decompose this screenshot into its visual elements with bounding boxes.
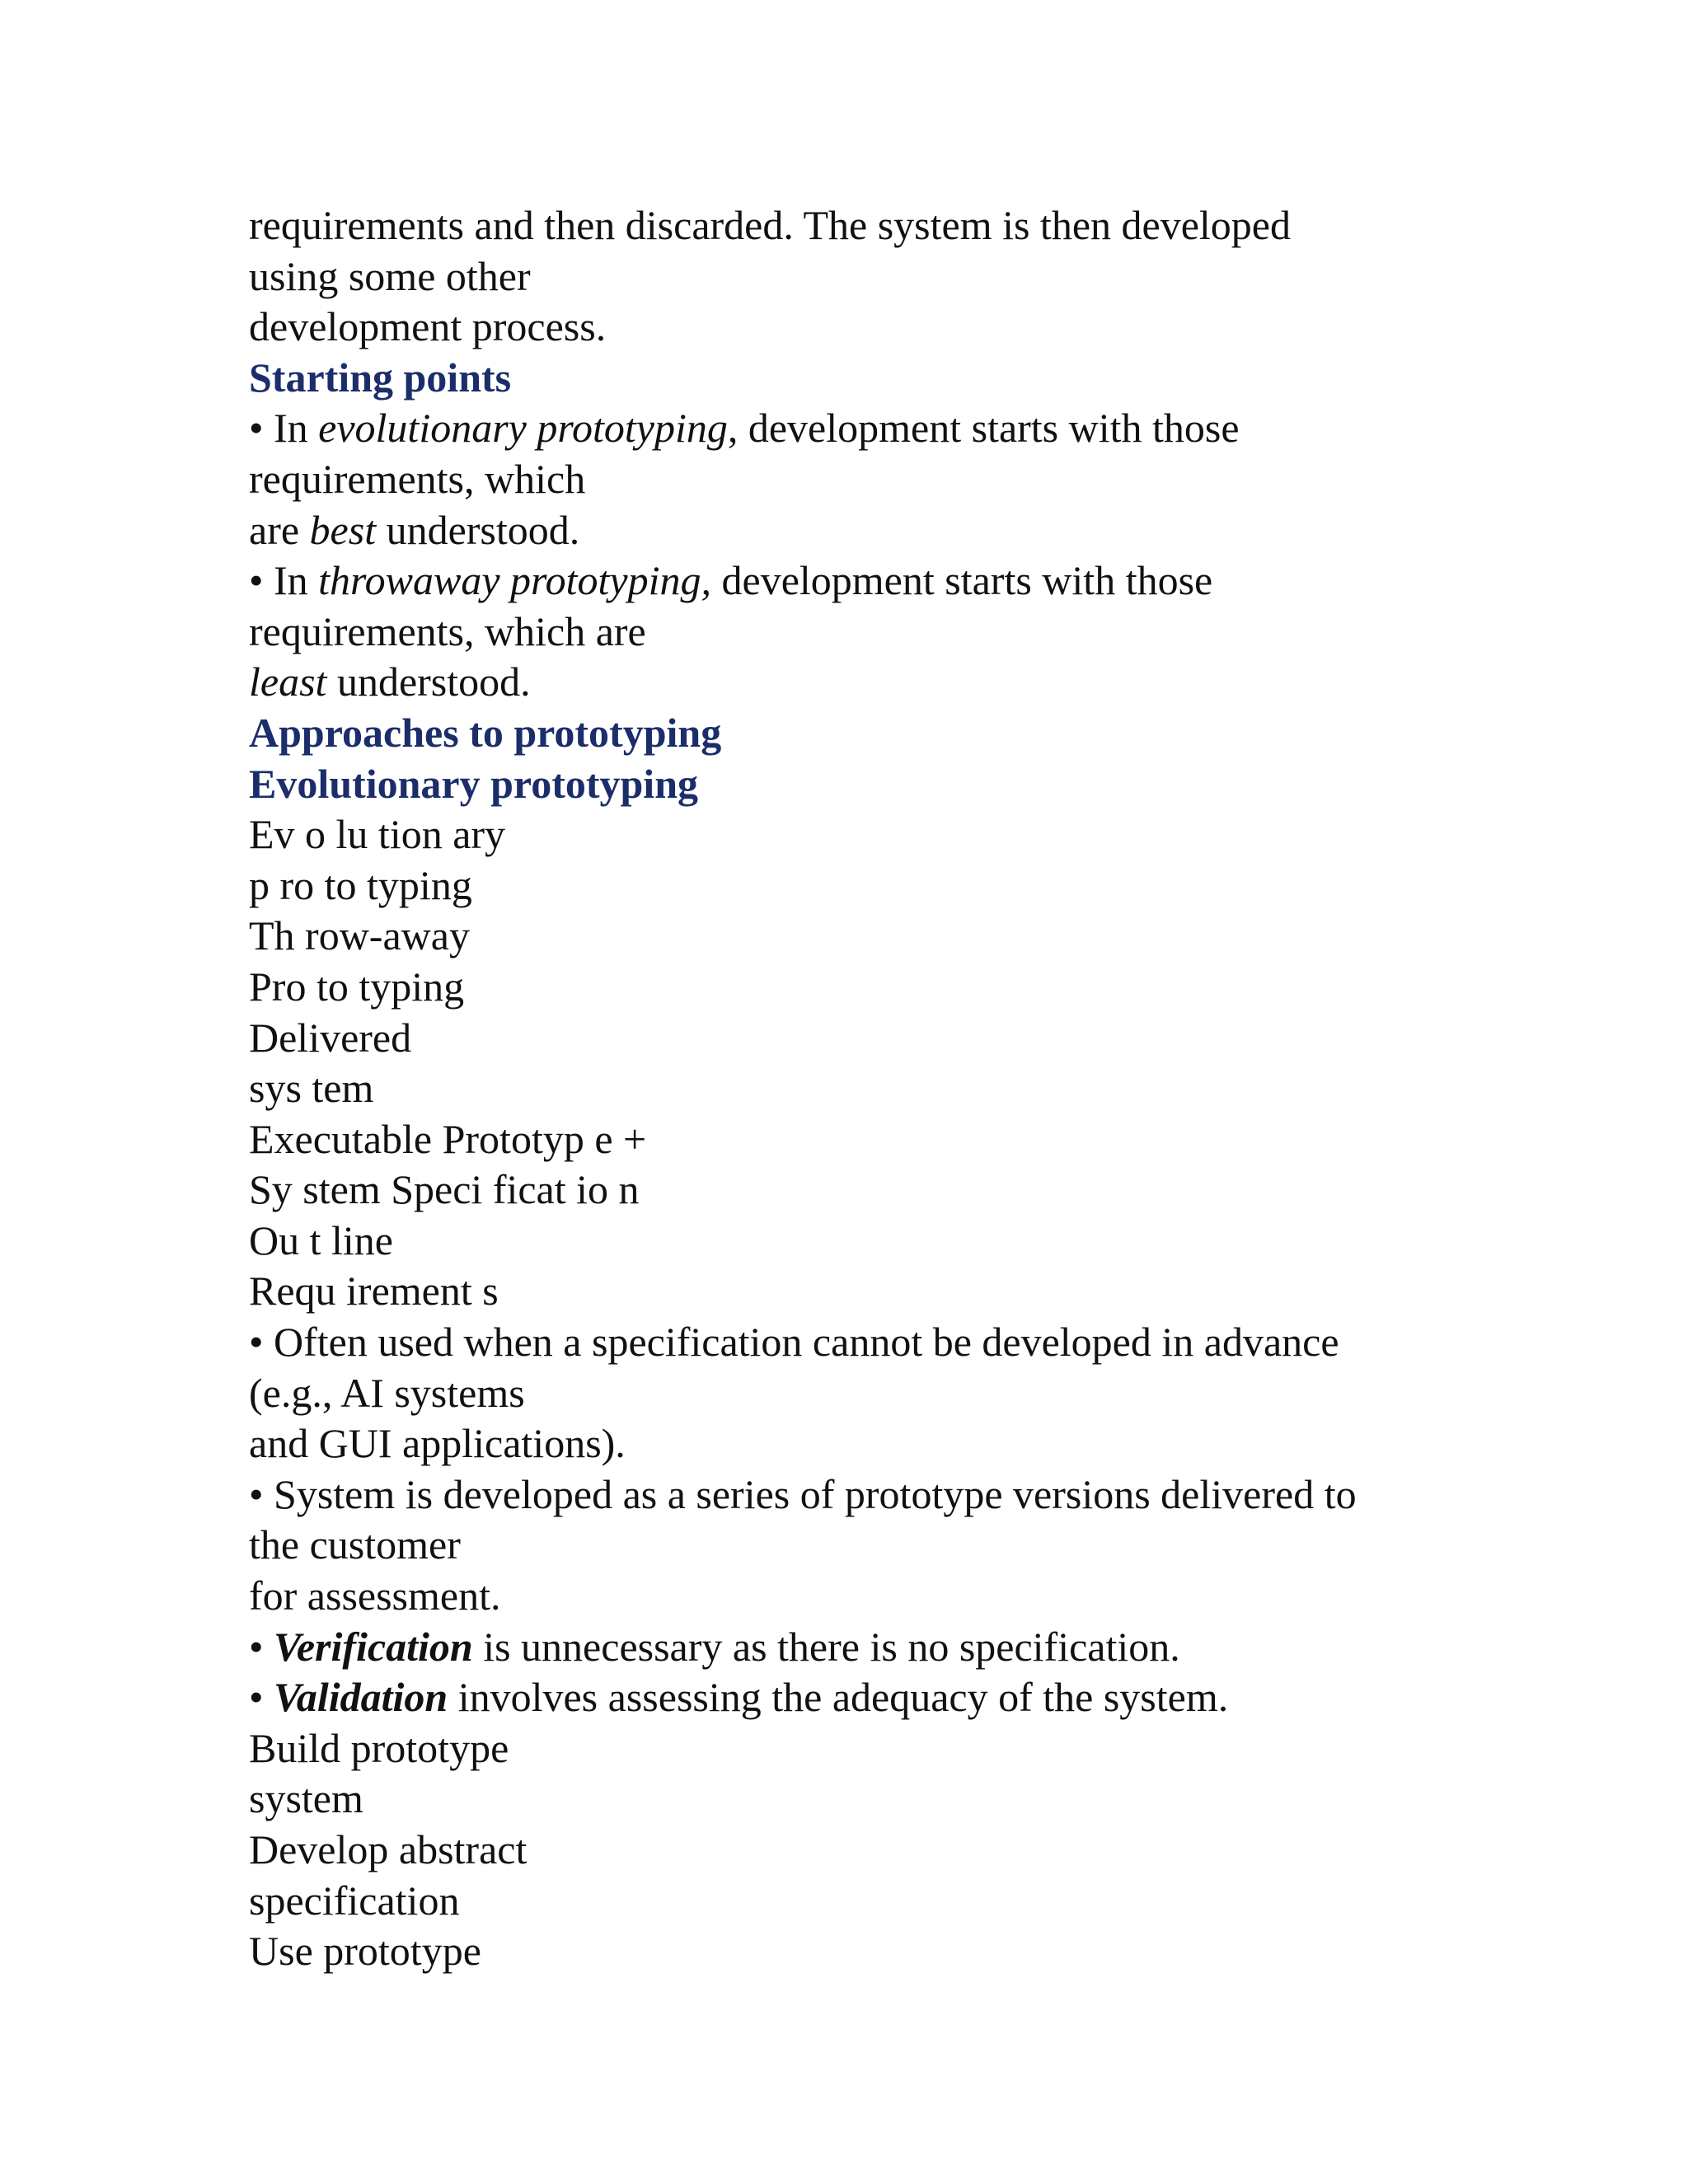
- bullet-throwaway-line-1: [249, 555, 1535, 607]
- bullet-prefix: • In: [249, 557, 319, 604]
- diagram-label: Delivered: [249, 1014, 412, 1061]
- heading-starting-points: Starting points: [249, 354, 512, 401]
- diagram-label: p ro to typing: [249, 861, 472, 908]
- bullet-series-line-1: • System is developed as a series of prototype versions delivered to: [249, 1470, 1357, 1517]
- bullet-verification: [249, 1622, 1535, 1673]
- bullet-prefix: •: [249, 1623, 274, 1670]
- bullet-often-used-line-2: (e.g., AI systems: [249, 1369, 525, 1416]
- bullet-text: understood.: [376, 506, 580, 553]
- diagram-label: Executable Prototyp e +: [249, 1115, 647, 1162]
- diagram-label: specification: [249, 1877, 460, 1924]
- intro-line-2: using some other: [249, 252, 531, 299]
- diagram-label: sys tem: [249, 1065, 374, 1112]
- diagram-label: Ev o lu tion ary: [249, 811, 506, 858]
- diagram-label: Build prototype: [249, 1724, 509, 1771]
- bullet-prefix: •: [249, 1674, 274, 1721]
- intro-line-1: requirements and then discarded. The system is then developed: [249, 202, 1291, 248]
- diagram-label: Sy stem Speci ficat io n: [249, 1166, 640, 1213]
- page-content: [249, 200, 1535, 1977]
- bullet-text: development starts with those: [711, 557, 1213, 604]
- bullet-text: understood.: [326, 658, 531, 705]
- bullet-text: are: [249, 506, 310, 553]
- diagram-label: system: [249, 1775, 363, 1822]
- bullet-text: involves assessing the adequacy of the system.: [448, 1674, 1229, 1721]
- bullet-throwaway-line-2: requirements, which are: [249, 607, 646, 654]
- emphasis-validation: Validation: [274, 1674, 448, 1721]
- bullet-often-used-line-3: and GUI applications).: [249, 1420, 626, 1467]
- diagram-label: Develop abstract: [249, 1826, 528, 1872]
- bullet-validation: [249, 1672, 1535, 1723]
- diagram-label: Ou t line: [249, 1216, 393, 1263]
- intro-line-3: development process.: [249, 303, 607, 350]
- diagram-label: Pro to typing: [249, 963, 465, 1010]
- bullet-series-line-2: the customer: [249, 1521, 461, 1568]
- emphasis-verification: Verification: [274, 1623, 473, 1670]
- emphasis-least: least: [249, 658, 327, 705]
- bullet-throwaway-line-3: [249, 657, 1535, 708]
- bullet-evolutionary-line-2: requirements, which: [249, 455, 586, 502]
- bullet-prefix: • In: [249, 405, 319, 452]
- heading-evolutionary-prototyping: Evolutionary prototyping: [249, 760, 698, 807]
- bullet-evolutionary-line-1: [249, 403, 1535, 454]
- emphasis-best: best: [309, 506, 377, 553]
- emphasis-evolutionary-prototyping: evolutionary prototyping: [318, 405, 728, 452]
- diagram-label: Th row-away: [249, 912, 470, 959]
- diagram-label: Requ irement s: [249, 1268, 499, 1315]
- bullet-often-used-line-1: • Often used when a specification cannot be developed in advance: [249, 1319, 1339, 1366]
- bullet-evolutionary-line-3: [249, 505, 1535, 556]
- bullet-text: , development starts with those: [727, 405, 1240, 452]
- heading-approaches: Approaches to prototyping: [249, 709, 722, 756]
- bullet-series-line-3: for assessment.: [249, 1572, 501, 1619]
- bullet-text: is unnecessary as there is no specification.: [472, 1623, 1180, 1670]
- emphasis-throwaway-prototyping: throwaway prototyping,: [318, 557, 712, 604]
- diagram-label: Use prototype: [249, 1928, 481, 1975]
